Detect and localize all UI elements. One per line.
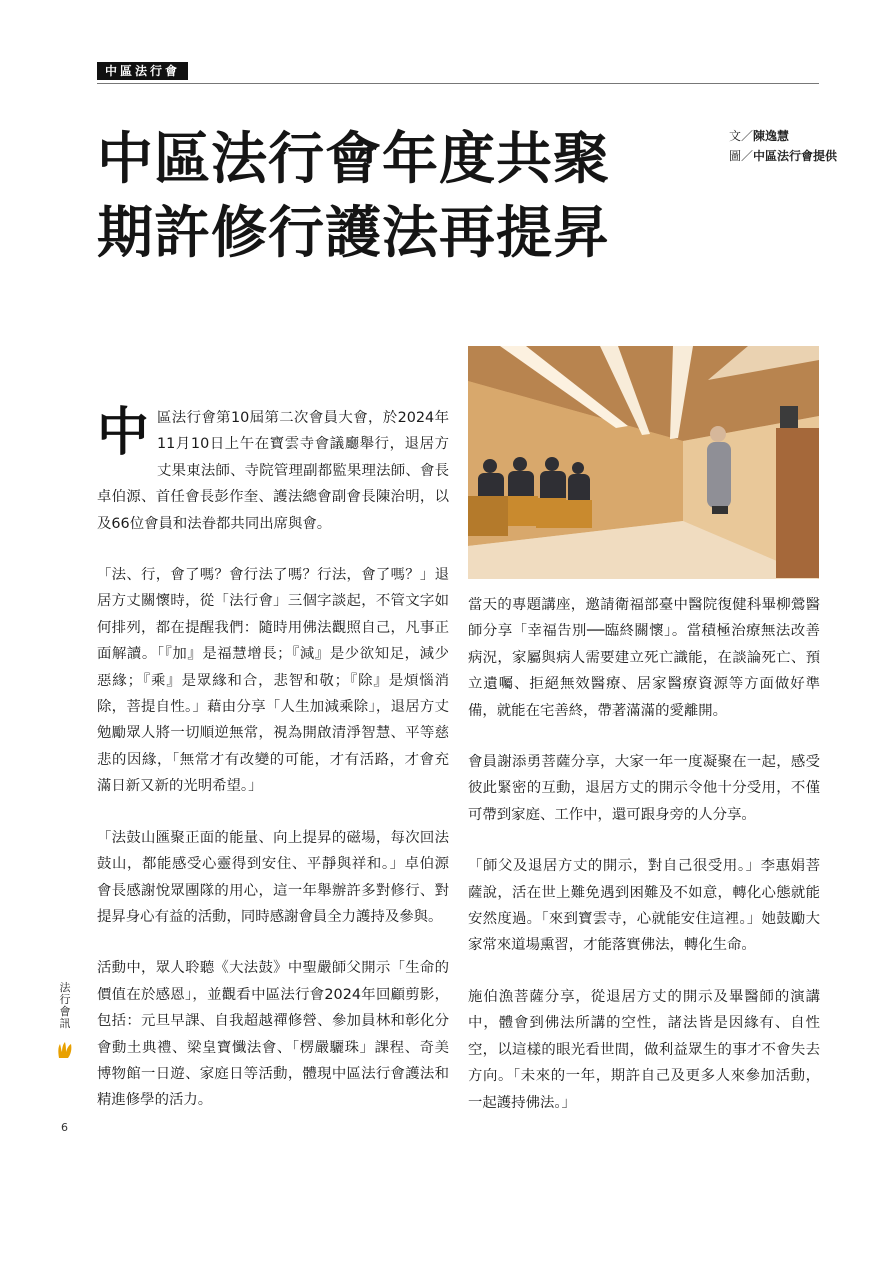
paragraph-5: 當天的專題講座，邀請衛福部臺中醫院復健科畢柳鶯醫師分享「幸福告別──臨終關懷」。當積極治療無法改善病況，家屬與病人需要建立死亡識能，在談論死亡、預立遺囑、拒絕無效醫療、居家醫療資源等方面做好準備，就能在宅善終，帶著滿滿的愛離開。	[468, 597, 820, 719]
lecture-hall-illustration	[468, 346, 819, 579]
journal-char-2: 行	[59, 993, 71, 1006]
credit-writer	[729, 126, 837, 146]
credit-writer-label: 文／	[729, 129, 754, 143]
page-number: 6	[61, 1121, 68, 1134]
paragraph-4: 活動中，眾人聆聽《大法鼓》中聖嚴師父開示「生命的價值在於感恩」，並觀看中區法行會2024年回顧剪影，包括：元旦早課、自我超越禪修營、參加員林和彰化分會動土典禮、梁皇寶懺法會、「楞嚴驪珠」課程、奇美博物館一日遊、家庭日等活動，體現中區法行會護法和精進修學的活力。	[97, 960, 449, 1109]
paragraph-8: 施伯漁菩薩分享，從退居方丈的開示及畢醫師的演講中，體會到佛法所講的空性，諸法皆是因緣有、自性空，以這樣的眼光看世間，做利益眾生的事才不會失去方向。「未來的一年，期許自己及更多人來參加活動，一起護持佛法。」	[468, 988, 820, 1111]
article-column-right	[468, 592, 820, 1141]
paragraph-6: 會員謝添勇菩薩分享，大家一年一度凝聚在一起，感受彼此緊密的互動，退居方丈的開示令他十分受用，不僅可帶到家庭、工作中，還可跟身旁的人分享。	[468, 754, 820, 823]
article-title	[97, 122, 717, 270]
credit-writer-name: 陳逸慧	[753, 129, 790, 143]
journal-char-4: 訊	[59, 1017, 71, 1030]
credit-photo	[729, 146, 837, 166]
credit-photo-name: 中區法行會提供	[753, 149, 838, 163]
journal-side-mark	[56, 982, 74, 1064]
paragraph-2: 「法、行，會了嗎？會行法了嗎？行法，會了嗎？」退居方丈關懷時，從「法行會」三個字談起，不管文字如何排列，都在提醒我們：隨時用佛法觀照自己，凡事正面解讀。「『加』是福慧增長；『減』是少欲知足，減少惡緣；『乘』是眾緣和合，悲智和敬；『除』是煩惱消除，菩提自性。」藉由分享「人生加減乘除」，退居方丈勉勵眾人將一切順逆無常，視為開啟清淨智慧、平等慈悲的因緣，「無常才有改變的可能，才有活路，才會充滿日新又新的光明希望。」	[97, 567, 449, 795]
journal-char-1: 法	[59, 981, 71, 994]
article-photo	[468, 346, 819, 579]
lotus-hand-icon	[56, 1040, 74, 1064]
title-line-1: 中區法行會年度共聚	[97, 126, 610, 192]
journal-char-3: 會	[59, 1005, 71, 1018]
journal-name	[56, 982, 74, 1030]
paragraph-3: 「法鼓山匯聚正面的能量、向上提昇的磁場，每次回法鼓山，都能感受心靈得到安住、平靜與祥和。」卓伯源會長感謝悅眾團隊的用心，這一年舉辦許多對修行、對提昇身心有益的活動，同時感謝會員全力護持及參與。	[97, 829, 449, 925]
title-line-2: 期許修行護法再提昇	[97, 200, 610, 266]
article-column-left	[97, 402, 449, 1139]
header-rule	[97, 83, 819, 84]
drop-cap: 中	[97, 402, 150, 463]
paragraph-7: 「師父及退居方丈的開示，對自己很受用。」李惠娟菩薩說，活在世上難免遇到困難及不如意，轉化心態就能安然度過。「來到寶雲寺，心就能安住這裡。」她鼓勵大家常來道場熏習，才能落實佛法，轉化生命。	[468, 858, 820, 954]
credit-photo-label: 圖／	[729, 149, 754, 163]
section-tag: 中區法行會	[97, 62, 188, 80]
paragraph-1-text: 區法行會第10屆第二次會員大會，於2024年11月10日上午在寶雲寺會議廳舉行，退居方丈果東法師、寺院管理副都監果理法師、會長卓伯源、首任會長彭作奎、護法總會副會長陳治明，以及66位會員和法眷都共同出席與會。	[97, 410, 449, 532]
credits	[729, 126, 837, 166]
paragraph-1	[97, 402, 449, 537]
